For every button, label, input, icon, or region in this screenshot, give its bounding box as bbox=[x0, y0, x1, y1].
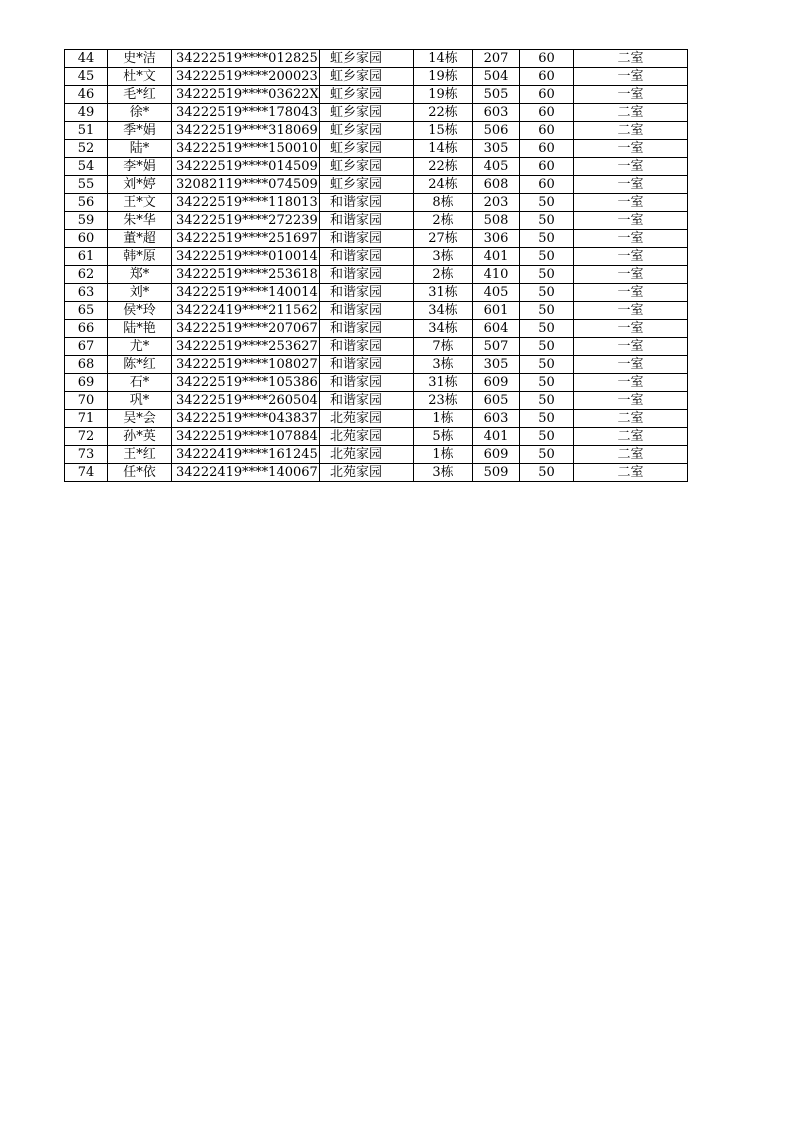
table-row bbox=[65, 248, 688, 266]
cell-area: 50 bbox=[520, 446, 574, 464]
cell-community: 虹乡家园 bbox=[320, 158, 414, 176]
cell-community: 虹乡家园 bbox=[320, 122, 414, 140]
cell-room: 306 bbox=[473, 230, 520, 248]
table-row bbox=[65, 410, 688, 428]
cell-building: 19栋 bbox=[414, 86, 473, 104]
cell-serial-number: 74 bbox=[65, 464, 108, 482]
cell-room: 601 bbox=[473, 302, 520, 320]
cell-unit-type: 一室 bbox=[574, 302, 688, 320]
cell-area: 50 bbox=[520, 374, 574, 392]
cell-unit-type: 一室 bbox=[574, 392, 688, 410]
cell-area: 50 bbox=[520, 338, 574, 356]
table-row bbox=[65, 212, 688, 230]
cell-unit-type: 一室 bbox=[574, 320, 688, 338]
cell-resident-name: 郑* bbox=[108, 266, 172, 284]
cell-room: 203 bbox=[473, 194, 520, 212]
cell-building: 22栋 bbox=[414, 158, 473, 176]
cell-id-number: 34222519****150010 bbox=[172, 140, 320, 158]
cell-serial-number: 65 bbox=[65, 302, 108, 320]
cell-unit-type: 一室 bbox=[574, 140, 688, 158]
cell-id-number: 34222519****108027 bbox=[172, 356, 320, 374]
cell-serial-number: 45 bbox=[65, 68, 108, 86]
cell-id-number: 32082119****074509 bbox=[172, 176, 320, 194]
cell-area: 50 bbox=[520, 212, 574, 230]
cell-area: 50 bbox=[520, 356, 574, 374]
cell-resident-name: 陈*红 bbox=[108, 356, 172, 374]
cell-room: 603 bbox=[473, 104, 520, 122]
cell-id-number: 34222519****253627 bbox=[172, 338, 320, 356]
table-row bbox=[65, 194, 688, 212]
cell-serial-number: 66 bbox=[65, 320, 108, 338]
cell-area: 50 bbox=[520, 410, 574, 428]
cell-serial-number: 67 bbox=[65, 338, 108, 356]
cell-unit-type: 一室 bbox=[574, 284, 688, 302]
table-row bbox=[65, 158, 688, 176]
cell-unit-type: 一室 bbox=[574, 176, 688, 194]
cell-id-number: 34222519****014509 bbox=[172, 158, 320, 176]
cell-area: 50 bbox=[520, 248, 574, 266]
cell-community: 北苑家园 bbox=[320, 446, 414, 464]
cell-community: 和谐家园 bbox=[320, 266, 414, 284]
cell-unit-type: 一室 bbox=[574, 248, 688, 266]
cell-resident-name: 尤* bbox=[108, 338, 172, 356]
cell-serial-number: 44 bbox=[65, 50, 108, 68]
cell-room: 410 bbox=[473, 266, 520, 284]
cell-room: 207 bbox=[473, 50, 520, 68]
cell-building: 2栋 bbox=[414, 212, 473, 230]
table-row bbox=[65, 68, 688, 86]
cell-room: 604 bbox=[473, 320, 520, 338]
cell-community: 和谐家园 bbox=[320, 320, 414, 338]
table-row bbox=[65, 392, 688, 410]
cell-area: 50 bbox=[520, 284, 574, 302]
cell-unit-type: 一室 bbox=[574, 230, 688, 248]
cell-id-number: 34222419****161245 bbox=[172, 446, 320, 464]
cell-resident-name: 孙*英 bbox=[108, 428, 172, 446]
cell-id-number: 34222519****012825 bbox=[172, 50, 320, 68]
cell-area: 50 bbox=[520, 302, 574, 320]
cell-id-number: 34222519****105386 bbox=[172, 374, 320, 392]
cell-resident-name: 朱*华 bbox=[108, 212, 172, 230]
cell-serial-number: 59 bbox=[65, 212, 108, 230]
cell-serial-number: 70 bbox=[65, 392, 108, 410]
cell-community: 虹乡家园 bbox=[320, 68, 414, 86]
cell-community: 和谐家园 bbox=[320, 212, 414, 230]
table-row bbox=[65, 338, 688, 356]
cell-serial-number: 51 bbox=[65, 122, 108, 140]
cell-room: 605 bbox=[473, 392, 520, 410]
cell-serial-number: 60 bbox=[65, 230, 108, 248]
cell-serial-number: 54 bbox=[65, 158, 108, 176]
cell-unit-type: 二室 bbox=[574, 410, 688, 428]
table-row bbox=[65, 302, 688, 320]
cell-room: 609 bbox=[473, 446, 520, 464]
cell-community: 和谐家园 bbox=[320, 248, 414, 266]
cell-area: 60 bbox=[520, 158, 574, 176]
table-body bbox=[65, 50, 688, 482]
cell-unit-type: 二室 bbox=[574, 428, 688, 446]
cell-area: 60 bbox=[520, 122, 574, 140]
cell-building: 15栋 bbox=[414, 122, 473, 140]
cell-id-number: 34222519****178043 bbox=[172, 104, 320, 122]
cell-building: 3栋 bbox=[414, 248, 473, 266]
table-row bbox=[65, 86, 688, 104]
table-row bbox=[65, 446, 688, 464]
cell-resident-name: 徐* bbox=[108, 104, 172, 122]
table-row bbox=[65, 374, 688, 392]
cell-resident-name: 巩* bbox=[108, 392, 172, 410]
cell-unit-type: 一室 bbox=[574, 194, 688, 212]
cell-room: 507 bbox=[473, 338, 520, 356]
cell-unit-type: 一室 bbox=[574, 68, 688, 86]
cell-id-number: 34222519****272239 bbox=[172, 212, 320, 230]
cell-area: 60 bbox=[520, 68, 574, 86]
cell-area: 60 bbox=[520, 50, 574, 68]
cell-serial-number: 69 bbox=[65, 374, 108, 392]
cell-room: 401 bbox=[473, 428, 520, 446]
cell-unit-type: 二室 bbox=[574, 50, 688, 68]
cell-resident-name: 陆*艳 bbox=[108, 320, 172, 338]
cell-community: 和谐家园 bbox=[320, 230, 414, 248]
cell-resident-name: 任*依 bbox=[108, 464, 172, 482]
cell-serial-number: 68 bbox=[65, 356, 108, 374]
cell-unit-type: 一室 bbox=[574, 374, 688, 392]
cell-room: 305 bbox=[473, 140, 520, 158]
cell-building: 27栋 bbox=[414, 230, 473, 248]
cell-resident-name: 董*超 bbox=[108, 230, 172, 248]
cell-building: 3栋 bbox=[414, 464, 473, 482]
cell-building: 8栋 bbox=[414, 194, 473, 212]
cell-id-number: 34222519****107884 bbox=[172, 428, 320, 446]
cell-building: 31栋 bbox=[414, 284, 473, 302]
cell-room: 305 bbox=[473, 356, 520, 374]
cell-serial-number: 52 bbox=[65, 140, 108, 158]
cell-room: 405 bbox=[473, 284, 520, 302]
cell-building: 1栋 bbox=[414, 410, 473, 428]
cell-unit-type: 二室 bbox=[574, 446, 688, 464]
cell-room: 505 bbox=[473, 86, 520, 104]
cell-room: 504 bbox=[473, 68, 520, 86]
cell-unit-type: 一室 bbox=[574, 212, 688, 230]
cell-community: 和谐家园 bbox=[320, 302, 414, 320]
cell-area: 50 bbox=[520, 392, 574, 410]
cell-serial-number: 73 bbox=[65, 446, 108, 464]
cell-resident-name: 王*文 bbox=[108, 194, 172, 212]
cell-resident-name: 侯*玲 bbox=[108, 302, 172, 320]
cell-resident-name: 陆* bbox=[108, 140, 172, 158]
cell-area: 50 bbox=[520, 320, 574, 338]
cell-building: 3栋 bbox=[414, 356, 473, 374]
cell-room: 508 bbox=[473, 212, 520, 230]
cell-id-number: 34222519****140014 bbox=[172, 284, 320, 302]
table-row bbox=[65, 140, 688, 158]
cell-serial-number: 61 bbox=[65, 248, 108, 266]
cell-id-number: 34222519****010014 bbox=[172, 248, 320, 266]
cell-room: 603 bbox=[473, 410, 520, 428]
cell-area: 60 bbox=[520, 104, 574, 122]
cell-id-number: 34222519****043837 bbox=[172, 410, 320, 428]
cell-serial-number: 71 bbox=[65, 410, 108, 428]
cell-community: 虹乡家园 bbox=[320, 140, 414, 158]
table-row bbox=[65, 104, 688, 122]
table-row bbox=[65, 464, 688, 482]
table-row bbox=[65, 428, 688, 446]
cell-serial-number: 56 bbox=[65, 194, 108, 212]
cell-unit-type: 一室 bbox=[574, 86, 688, 104]
cell-id-number: 34222519****118013 bbox=[172, 194, 320, 212]
cell-unit-type: 二室 bbox=[574, 122, 688, 140]
cell-building: 22栋 bbox=[414, 104, 473, 122]
cell-id-number: 34222519****251697 bbox=[172, 230, 320, 248]
cell-id-number: 34222519****318069 bbox=[172, 122, 320, 140]
cell-serial-number: 46 bbox=[65, 86, 108, 104]
cell-area: 50 bbox=[520, 266, 574, 284]
cell-community: 和谐家园 bbox=[320, 194, 414, 212]
cell-building: 7栋 bbox=[414, 338, 473, 356]
cell-resident-name: 史*洁 bbox=[108, 50, 172, 68]
cell-area: 50 bbox=[520, 428, 574, 446]
cell-community: 北苑家园 bbox=[320, 410, 414, 428]
cell-community: 虹乡家园 bbox=[320, 104, 414, 122]
cell-unit-type: 一室 bbox=[574, 338, 688, 356]
cell-building: 14栋 bbox=[414, 140, 473, 158]
cell-community: 虹乡家园 bbox=[320, 86, 414, 104]
cell-room: 608 bbox=[473, 176, 520, 194]
cell-id-number: 34222519****207067 bbox=[172, 320, 320, 338]
cell-area: 50 bbox=[520, 194, 574, 212]
cell-community: 和谐家园 bbox=[320, 284, 414, 302]
cell-resident-name: 石* bbox=[108, 374, 172, 392]
cell-id-number: 34222519****260504 bbox=[172, 392, 320, 410]
cell-building: 2栋 bbox=[414, 266, 473, 284]
table-row bbox=[65, 230, 688, 248]
cell-building: 19栋 bbox=[414, 68, 473, 86]
table-row bbox=[65, 176, 688, 194]
cell-resident-name: 李*娟 bbox=[108, 158, 172, 176]
cell-community: 和谐家园 bbox=[320, 356, 414, 374]
table-row bbox=[65, 266, 688, 284]
cell-community: 和谐家园 bbox=[320, 392, 414, 410]
cell-resident-name: 刘*婷 bbox=[108, 176, 172, 194]
table-row bbox=[65, 356, 688, 374]
cell-unit-type: 二室 bbox=[574, 464, 688, 482]
cell-building: 24栋 bbox=[414, 176, 473, 194]
cell-resident-name: 刘* bbox=[108, 284, 172, 302]
cell-resident-name: 季*娟 bbox=[108, 122, 172, 140]
cell-resident-name: 毛*红 bbox=[108, 86, 172, 104]
cell-community: 北苑家园 bbox=[320, 464, 414, 482]
cell-room: 405 bbox=[473, 158, 520, 176]
cell-unit-type: 一室 bbox=[574, 266, 688, 284]
cell-id-number: 34222419****211562 bbox=[172, 302, 320, 320]
cell-unit-type: 一室 bbox=[574, 158, 688, 176]
cell-building: 34栋 bbox=[414, 320, 473, 338]
housing-allocation-table bbox=[64, 49, 688, 482]
cell-building: 1栋 bbox=[414, 446, 473, 464]
cell-resident-name: 韩*原 bbox=[108, 248, 172, 266]
cell-building: 31栋 bbox=[414, 374, 473, 392]
cell-area: 60 bbox=[520, 140, 574, 158]
cell-room: 509 bbox=[473, 464, 520, 482]
cell-building: 34栋 bbox=[414, 302, 473, 320]
cell-building: 5栋 bbox=[414, 428, 473, 446]
table-row bbox=[65, 50, 688, 68]
cell-building: 23栋 bbox=[414, 392, 473, 410]
cell-serial-number: 49 bbox=[65, 104, 108, 122]
cell-community: 和谐家园 bbox=[320, 374, 414, 392]
cell-community: 和谐家园 bbox=[320, 338, 414, 356]
cell-serial-number: 62 bbox=[65, 266, 108, 284]
cell-building: 14栋 bbox=[414, 50, 473, 68]
cell-community: 虹乡家园 bbox=[320, 176, 414, 194]
cell-resident-name: 王*红 bbox=[108, 446, 172, 464]
cell-community: 虹乡家园 bbox=[320, 50, 414, 68]
cell-id-number: 34222519****03622X bbox=[172, 86, 320, 104]
cell-id-number: 34222519****200023 bbox=[172, 68, 320, 86]
cell-area: 60 bbox=[520, 176, 574, 194]
cell-room: 506 bbox=[473, 122, 520, 140]
cell-area: 50 bbox=[520, 464, 574, 482]
cell-id-number: 34222519****253618 bbox=[172, 266, 320, 284]
cell-community: 北苑家园 bbox=[320, 428, 414, 446]
cell-area: 50 bbox=[520, 230, 574, 248]
cell-unit-type: 一室 bbox=[574, 356, 688, 374]
cell-serial-number: 63 bbox=[65, 284, 108, 302]
cell-area: 60 bbox=[520, 86, 574, 104]
table-row bbox=[65, 122, 688, 140]
cell-resident-name: 杜*文 bbox=[108, 68, 172, 86]
table-row bbox=[65, 320, 688, 338]
cell-resident-name: 吴*会 bbox=[108, 410, 172, 428]
cell-room: 401 bbox=[473, 248, 520, 266]
cell-room: 609 bbox=[473, 374, 520, 392]
cell-serial-number: 55 bbox=[65, 176, 108, 194]
table-row bbox=[65, 284, 688, 302]
cell-unit-type: 二室 bbox=[574, 104, 688, 122]
cell-serial-number: 72 bbox=[65, 428, 108, 446]
cell-id-number: 34222419****140067 bbox=[172, 464, 320, 482]
